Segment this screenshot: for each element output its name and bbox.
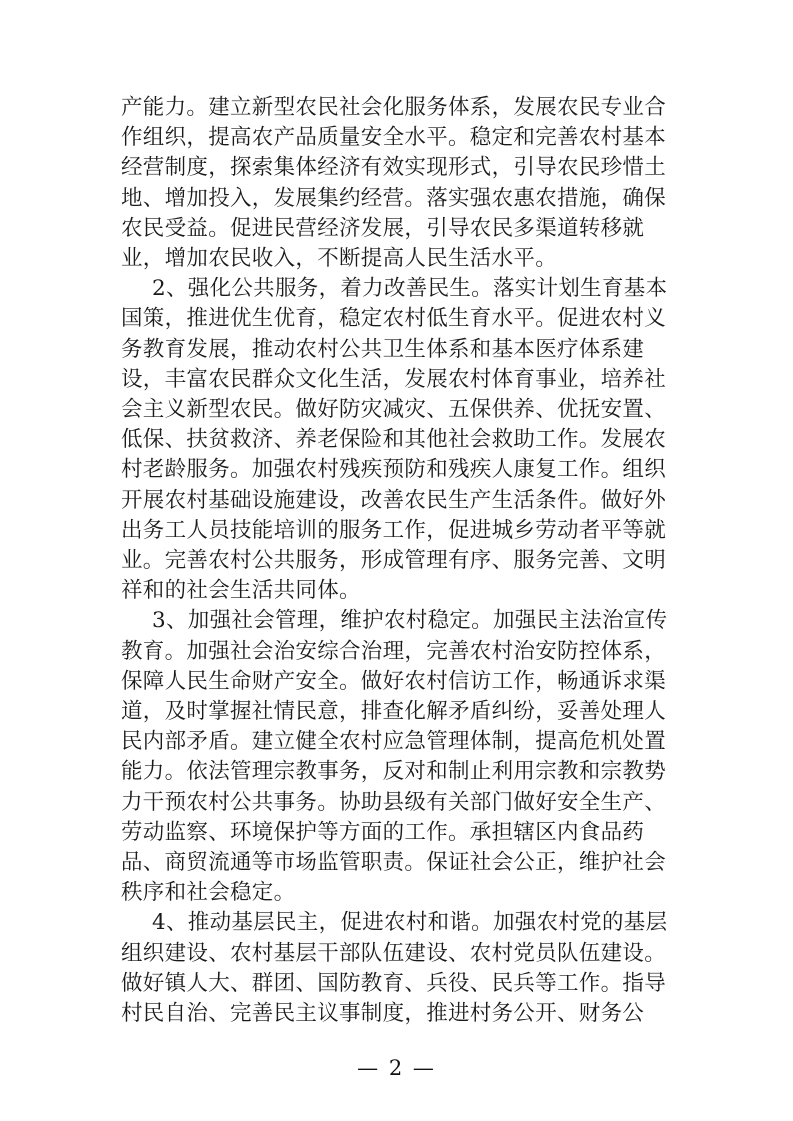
text-line: 国策，推进优生优育，稳定农村低生育水平。促进农村义 xyxy=(121,306,667,332)
text-line: 村老龄服务。加强农村残疾预防和残疾人康复工作。组织 xyxy=(121,457,667,483)
section-heading-line: 4、推动基层民主，促进农村和谐。加强农村党的基层 xyxy=(152,910,668,936)
text-line: 出务工人员技能培训的服务工作，促进城乡劳动者平等就 xyxy=(121,517,667,543)
text-line: 经营制度，探索集体经济有效实现形式，引导农民珍惜土 xyxy=(121,155,667,181)
text-line: 作组织，提高农产品质量安全水平。稳定和完善农村基本 xyxy=(121,125,667,151)
text-line: 设，丰富农民群众文化生活，发展农村体育事业，培养社 xyxy=(121,366,667,392)
text-line: 保障人民生命财产安全。做好农村信访工作，畅通诉求渠 xyxy=(121,668,667,694)
text-line: 教育。加强社会治安综合治理，完善农村治安防控体系， xyxy=(121,638,667,664)
text-line: 产能力。建立新型农民社会化服务体系，发展农民专业合 xyxy=(121,95,667,120)
text-line: 务教育发展，推动农村公共卫生体系和基本医疗体系建 xyxy=(121,336,645,362)
text-line: 村民自治、完善民主议事制度，推进村务公开、财务公 xyxy=(121,1001,645,1026)
text-line: 低保、扶贫救济、养老保险和其他社会救助工作。发展农 xyxy=(121,427,667,453)
page-number: — 2 — xyxy=(357,1056,436,1080)
text-line: 开展农村基础设施建设，改善农民生产生活条件。做好外 xyxy=(121,487,667,513)
section-heading-line: 3、加强社会管理，维护农村稳定。加强民主法治宣传 xyxy=(152,608,668,634)
text-line: 道，及时掌握社情民意，排查化解矛盾纠纷，妥善处理人 xyxy=(121,699,667,724)
text-line: 会主义新型农民。做好防灾减灾、五保供养、优抚安置、 xyxy=(121,397,667,422)
text-line: 业，增加农民收入，不断提高人民生活水平。 xyxy=(121,246,558,271)
text-line: 秩序和社会稳定。 xyxy=(121,880,296,906)
text-line: 能力。依法管理宗教事务，反对和制止利用宗教和宗教势 xyxy=(121,759,667,785)
text-line: 民内部矛盾。建立健全农村应急管理体制，提高危机处置 xyxy=(121,729,667,755)
section-heading-line: 2、强化公共服务，着力改善民生。落实计划生育基本 xyxy=(152,276,668,302)
text-line: 业。完善农村公共服务，形成管理有序、服务完善、文明 xyxy=(121,548,667,573)
text-line: 农民受益。促进民营经济发展，引导农民多渠道转移就 xyxy=(121,215,645,241)
text-line: 地、增加投入，发展集约经营。落实强农惠农措施，确保 xyxy=(121,185,667,211)
text-line: 做好镇人大、群团、国防教育、兵役、民兵等工作。指导 xyxy=(121,970,667,996)
text-line: 祥和的社会生活共同体。 xyxy=(121,578,361,604)
text-line: 组织建设、农村基层干部队伍建设、农村党员队伍建设。 xyxy=(121,940,667,966)
text-line: 品、商贸流通等市场监管职责。保证社会公正，维护社会 xyxy=(121,850,667,875)
text-line: 劳动监察、环境保护等方面的工作。承担辖区内食品药 xyxy=(121,819,645,845)
text-line: 力干预农村公共事务。协助县级有关部门做好安全生产、 xyxy=(121,789,667,815)
